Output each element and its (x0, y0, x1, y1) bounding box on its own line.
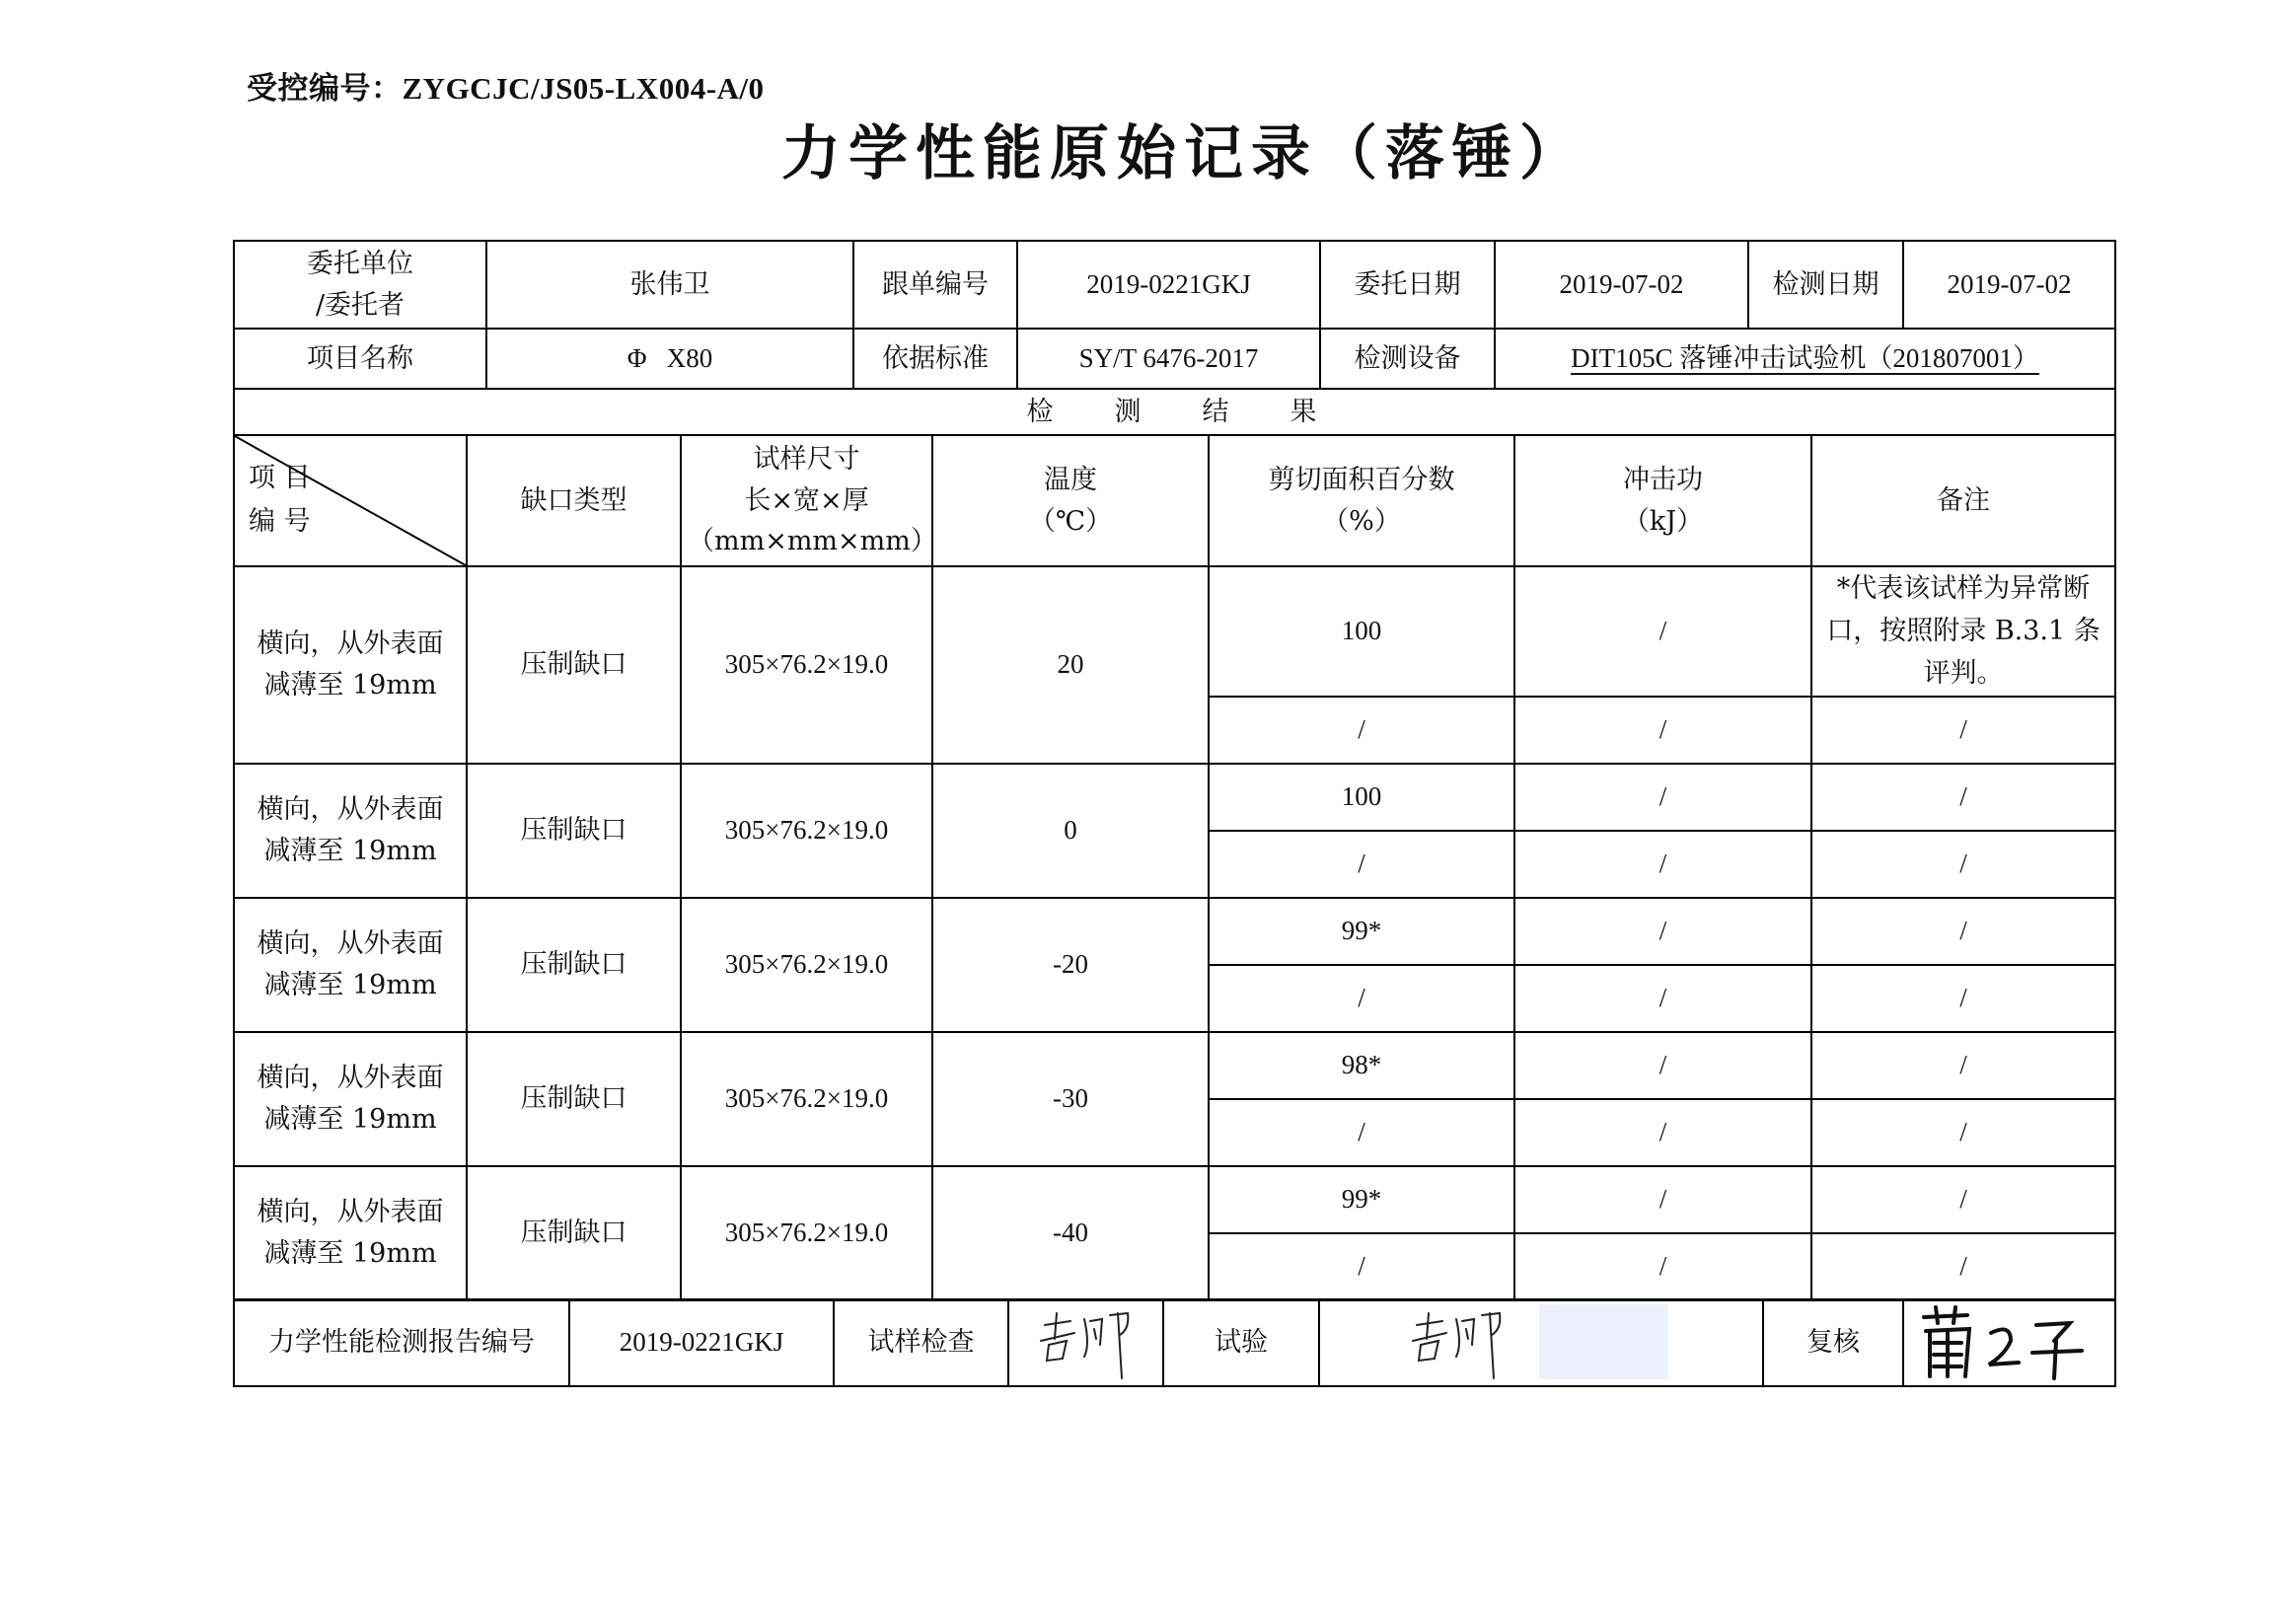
shear-cell: 99* (1209, 1166, 1514, 1233)
test-date-label: 检测日期 (1748, 241, 1903, 329)
item-cell: 横向，从外表面 减薄至 19mm (234, 764, 467, 898)
notch-cell: 压制缺口 (467, 898, 681, 1032)
report-number-value: 2019-0221GKJ (569, 1299, 834, 1386)
equipment-label: 检测设备 (1320, 329, 1495, 389)
review-signature-icon (1916, 1303, 2103, 1382)
energy-cell: / (1514, 1166, 1811, 1233)
energy-cell: / (1514, 1032, 1811, 1099)
item-cell: 横向，从外表面 减薄至 19mm (234, 1166, 467, 1300)
page-title: 力学性能原始记录（落锤） (781, 119, 1586, 188)
handwritten-signature-icon (1399, 1305, 1517, 1380)
notch-cell: 压制缺口 (467, 1032, 681, 1166)
shear-cell: / (1209, 831, 1514, 898)
energy-cell: / (1514, 831, 1811, 898)
shear-cell: / (1209, 965, 1514, 1032)
shear-cell: / (1209, 1233, 1514, 1300)
notch-cell: 压制缺口 (467, 566, 681, 764)
energy-cell: / (1514, 1233, 1811, 1300)
review-label: 复核 (1763, 1299, 1903, 1386)
report-number-label: 力学性能检测报告编号 (234, 1299, 569, 1386)
shear-cell: / (1209, 1099, 1514, 1166)
temperature-cell: 20 (932, 566, 1209, 764)
remark-cell: / (1811, 1099, 2115, 1166)
remark-cell: / (1811, 697, 2115, 764)
standard-value: SY/T 6476-2017 (1017, 329, 1320, 389)
project-label: 项目名称 (234, 329, 486, 389)
control-number: 受控编号：ZYGCJC/JS05-LX004-A/0 (247, 71, 765, 106)
test-date-value: 2019-07-02 (1903, 241, 2115, 329)
shear-cell: 100 (1209, 764, 1514, 831)
remark-cell: / (1811, 898, 2115, 965)
shear-area-header: 剪切面积百分数 （%） (1209, 435, 1514, 566)
shear-cell: 100 (1209, 566, 1514, 697)
diag-top-label: 项 目 (249, 463, 311, 493)
equipment-value: DIT105C 落锤冲击试验机（201807001） (1495, 329, 2115, 389)
item-number-header (234, 435, 467, 566)
temperature-cell: -20 (932, 898, 1209, 1032)
energy-cell: / (1514, 965, 1811, 1032)
client-label: 委托单位 /委托者 (234, 241, 486, 329)
test-label: 试验 (1163, 1299, 1319, 1386)
handwritten-signature-icon (1027, 1305, 1145, 1380)
shear-cell: / (1209, 697, 1514, 764)
temperature-cell: -40 (932, 1166, 1209, 1300)
size-cell: 305×76.2×19.0 (681, 764, 932, 898)
size-header: 试样尺寸 长×宽×厚 （mm×mm×mm） (681, 435, 932, 566)
impact-energy-header: 冲击功 （kJ） (1514, 435, 1811, 566)
remark-header: 备注 (1811, 435, 2115, 566)
results-table (233, 434, 2116, 1301)
remark-cell: / (1811, 764, 2115, 831)
shear-cell: 98* (1209, 1032, 1514, 1099)
redaction-box (1539, 1304, 1668, 1379)
remark-cell: / (1811, 965, 2115, 1032)
item-cell: 横向，从外表面 减薄至 19mm (234, 898, 467, 1032)
review-signature (1903, 1299, 2115, 1386)
size-cell: 305×76.2×19.0 (681, 566, 932, 764)
header-table (233, 240, 2116, 436)
temperature-cell: -30 (932, 1032, 1209, 1166)
sample-check-signature (1008, 1299, 1163, 1386)
sample-check-label: 试样检查 (834, 1299, 1008, 1386)
project-value: Φ X80 (486, 329, 853, 389)
size-cell: 305×76.2×19.0 (681, 1166, 932, 1300)
energy-cell: / (1514, 1099, 1811, 1166)
diag-bottom-label: 编 号 (249, 506, 311, 537)
remark-cell: / (1811, 831, 2115, 898)
remark-cell: *代表该试样为异常断口，按照附录 B.3.1 条评判。 (1811, 566, 2115, 697)
item-cell: 横向，从外表面 减薄至 19mm (234, 566, 467, 764)
footer-table (233, 1298, 2116, 1387)
item-cell: 横向，从外表面 减薄至 19mm (234, 1032, 467, 1166)
standard-label: 依据标准 (853, 329, 1017, 389)
entrust-date-label: 委托日期 (1320, 241, 1495, 329)
size-cell: 305×76.2×19.0 (681, 898, 932, 1032)
notch-header: 缺口类型 (467, 435, 681, 566)
track-value: 2019-0221GKJ (1017, 241, 1320, 329)
remark-cell: / (1811, 1233, 2115, 1300)
temperature-header: 温度 （℃） (932, 435, 1209, 566)
energy-cell: / (1514, 764, 1811, 831)
energy-cell: / (1514, 697, 1811, 764)
notch-cell: 压制缺口 (467, 764, 681, 898)
remark-cell: / (1811, 1166, 2115, 1233)
energy-cell: / (1514, 898, 1811, 965)
remark-cell: / (1811, 1032, 2115, 1099)
client-value: 张伟卫 (486, 241, 853, 329)
size-cell: 305×76.2×19.0 (681, 1032, 932, 1166)
temperature-cell: 0 (932, 764, 1209, 898)
results-heading: 检测结果 (234, 389, 2115, 435)
shear-cell: 99* (1209, 898, 1514, 965)
entrust-date-value: 2019-07-02 (1495, 241, 1748, 329)
notch-cell: 压制缺口 (467, 1166, 681, 1300)
track-label: 跟单编号 (853, 241, 1017, 329)
energy-cell: / (1514, 566, 1811, 697)
